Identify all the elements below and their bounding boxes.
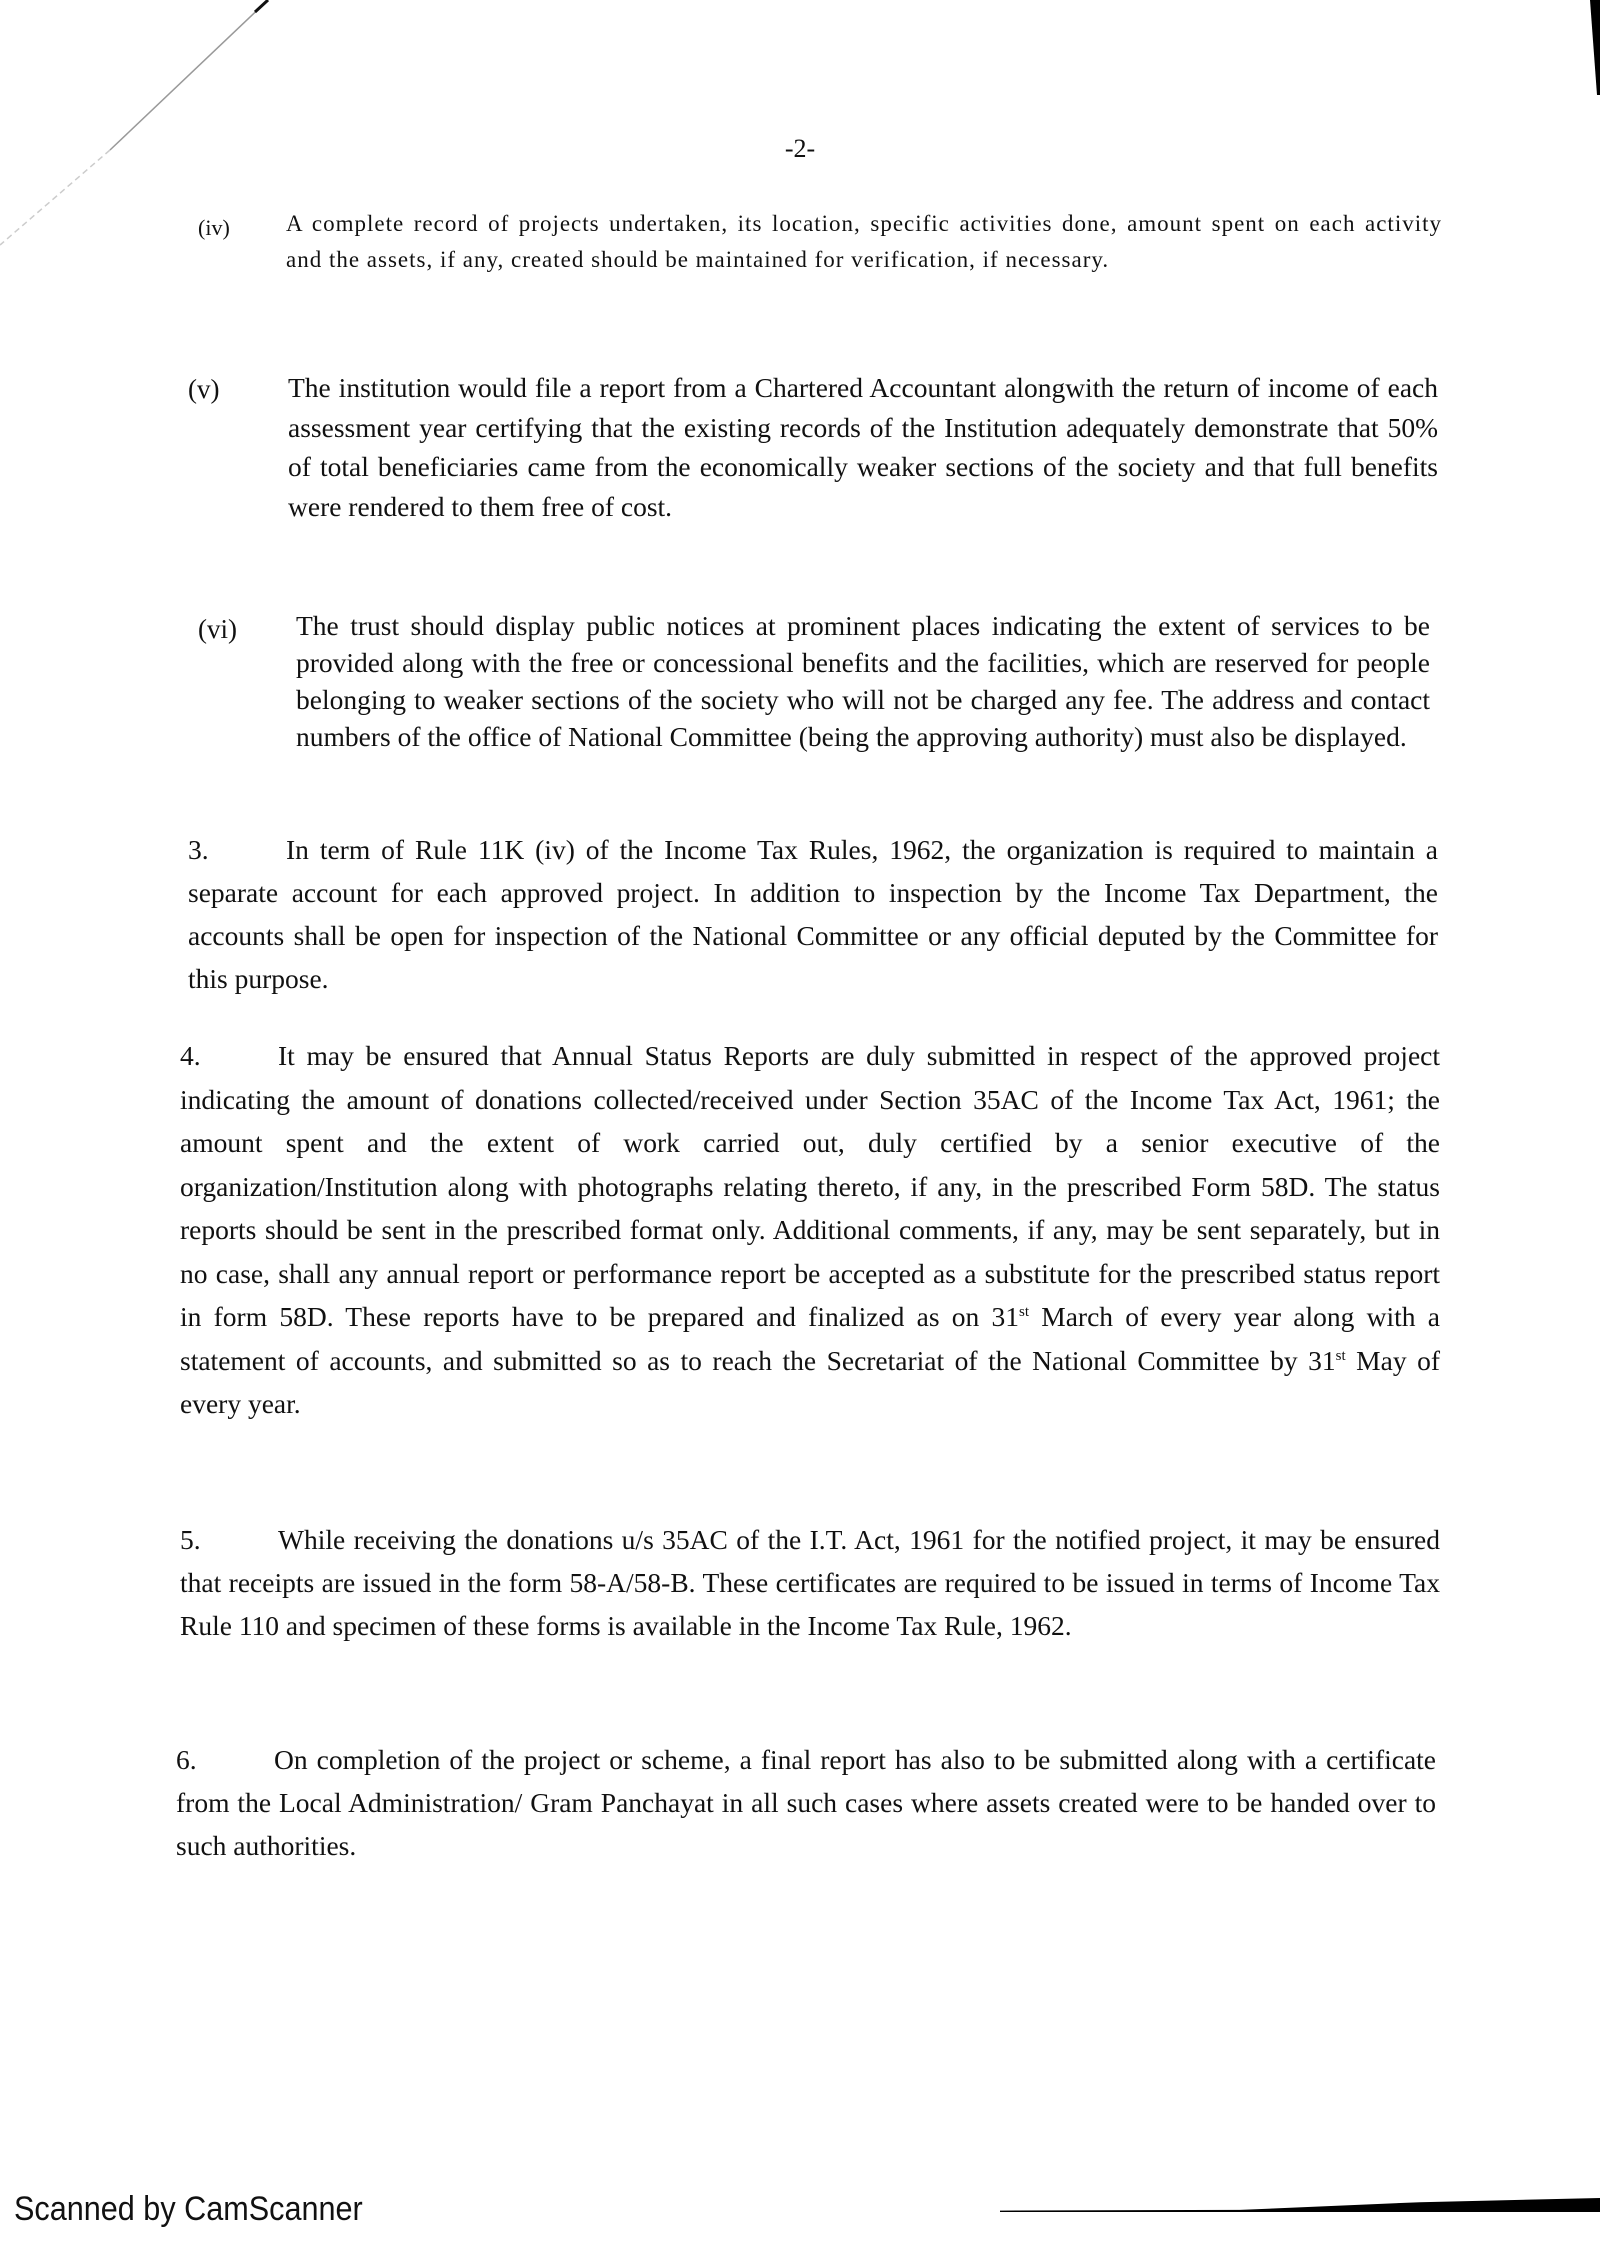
- item-number: 3.: [188, 834, 209, 865]
- item-number: 4.: [180, 1040, 201, 1071]
- page-number: -2-: [784, 134, 816, 163]
- item-text: May of every year.: [180, 1344, 1440, 1419]
- item-label-v: (v): [188, 374, 220, 404]
- scan-edge-shadow: [1590, 0, 1600, 95]
- item-text: It may be ensured that Annual Status Reports are duly submitted in respect of the approved project indicating the amount of donations collected/received under Section 35AC of the Income Tax Act, 1961; the amount spent and the extent of work carried out, duly certified by a senior executive of the organization/Institution along with photographs relating thereto, if any, in the prescribed Form 58D. The status reports should be sent in the prescribed format only. Additional comments, if any, may be sent separately, but in no case, shall any annual report or performance report be accepted as a substitute for the prescribed status report in form 58D. These reports have to be prepared and finalized as on 31: [180, 1040, 1440, 1332]
- item-label-vi: (vi): [198, 614, 237, 644]
- item-text: On completion of the project or scheme, a final report has also to be submitted along with a certificate from the Local Administration/ Gram Panchayat in all such cases where assets created were to be handed over to such authorities.: [176, 1744, 1436, 1861]
- item-number: 5.: [180, 1524, 201, 1555]
- item-text: While receiving the donations u/s 35AC of the I.T. Act, 1961 for the notified project, it may be ensured that receipts are issued in the form 58-A/58-B. These certificates are required to be issued in terms of Income Tax Rule 110 and specimen of these forms is available in the Income Tax Rule, 1962.: [180, 1524, 1440, 1641]
- item-number: 6.: [176, 1744, 197, 1775]
- item-text: March of every year along with a statement of accounts, and submitted so as to reach the Secretariat of the National Committee by 31: [180, 1301, 1440, 1376]
- item-label-iv: (iv): [198, 215, 230, 240]
- scan-edge-mark: [0, 0, 300, 260]
- ordinal-suffix: st: [1335, 1347, 1346, 1364]
- numbered-item-4: [180, 1034, 1440, 1426]
- item-text-vi: The trust should display public notices at prominent places indicating the extent of services to be provided along with the free or concessional benefits and the facilities, which are reserved for people belonging to weaker sections of the society who will not be charged any fee. The address and contact numbers of the office of National Committee (being the approving authority) must also be displayed.: [296, 610, 1430, 752]
- numbered-item-3: [188, 828, 1438, 1000]
- item-text: In term of Rule 11K (iv) of the Income Tax Rules, 1962, the organization is required to maintain a separate account for each approved project. In addition to inspection by the Income Tax Department, the accounts shall be open for inspection of the National Committee or any official deputed by the Committee for this purpose.: [188, 834, 1438, 994]
- numbered-item-5: [180, 1518, 1440, 1647]
- camscanner-watermark: Scanned by CamScanner: [14, 2190, 363, 2228]
- item-text-v: The institution would file a report from a Chartered Accountant alongwith the return of income of each assessment year certifying that the existing records of the Institution adequately demonstrate that 50% of total beneficiaries came from the economically weaker sections of the society and that full benefits were rendered to them free of cost.: [288, 372, 1438, 522]
- ordinal-suffix: st: [1019, 1303, 1030, 1320]
- numbered-item-6: [176, 1738, 1436, 1867]
- item-text-iv: A complete record of projects undertaken, its location, specific activities done, amount spent on each activity and the assets, if any, created should be maintained for verification, if necessary.: [286, 211, 1442, 272]
- scan-bottom-shadow: [1000, 2198, 1600, 2212]
